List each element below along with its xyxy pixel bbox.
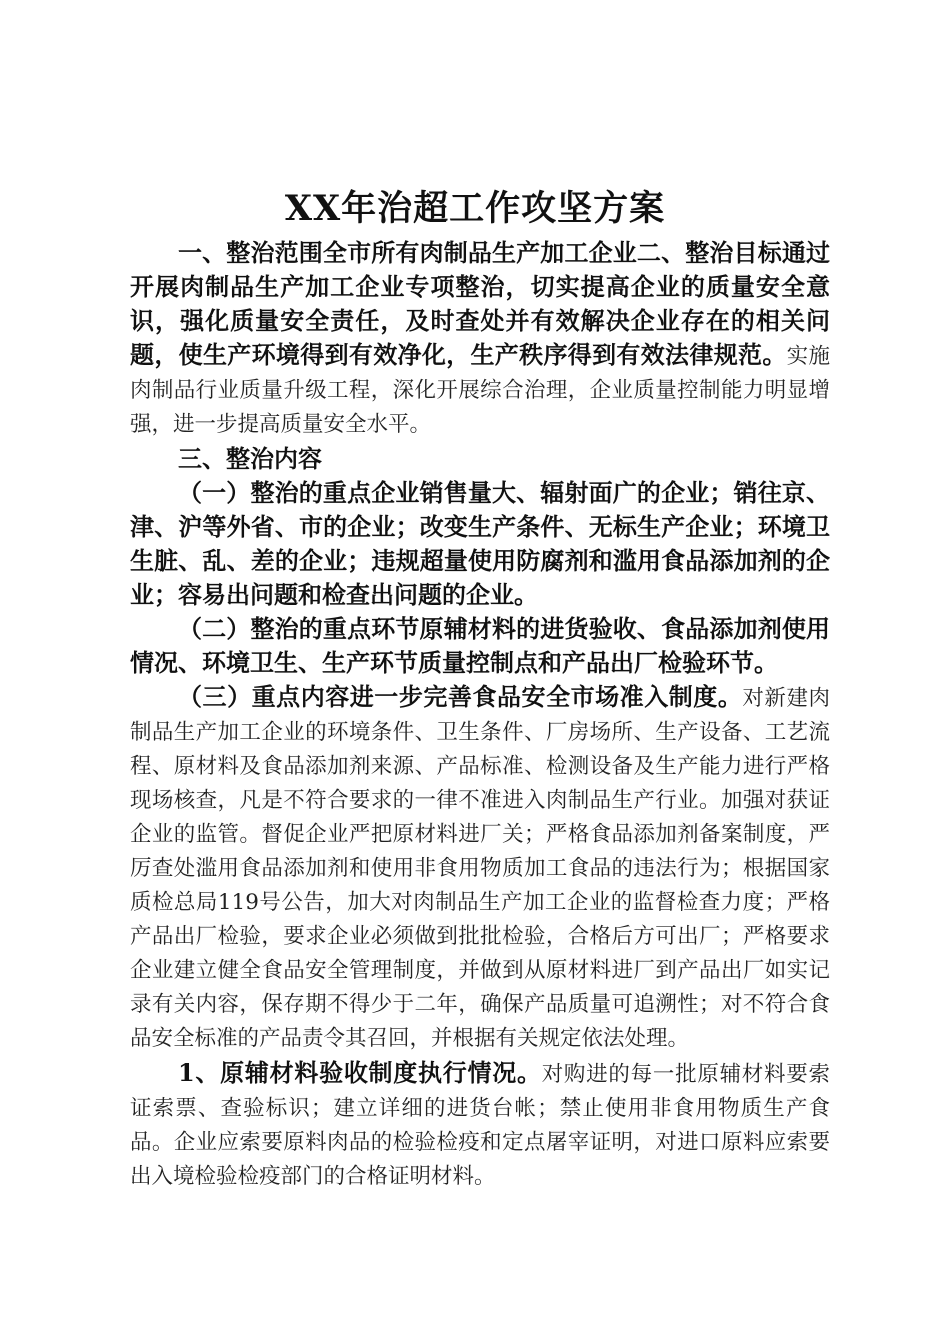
paragraph-1-bold-text: 一、整治范围全市所有肉制品生产加工企业二、整治目标通过开展肉制品生产加工企业专项整治，切实提高企业的质量安全意识，强化质量安全责任，及时查处并有效解决企业存在的相关问题，使生产环境得到有效净化，生产秩序得到有效法律规范。 (130, 238, 830, 369)
section-heading: 三、整治内容 (178, 444, 322, 473)
paragraph-2 (130, 442, 830, 476)
paragraph-5-bold-text: （三）重点内容进一步完善食品安全市场准入制度。 (178, 682, 743, 711)
document-title: XX年治超工作攻坚方案 (284, 188, 666, 229)
paragraph-5-light-text: 对新建肉制品生产加工企业的环境条件、卫生条件、厂房场所、生产设备、工艺流程、原材料及食品添加剂来源、产品标准、检测设备及生产能力进行严格现场核查，凡是不符合要求的一律不准进入肉制品生产行业。加强对获证企业的监管。督促企业严把原材料进厂关；严格食品添加剂备案制度，严厉查处滥用食品添加剂和使用非食用物质加工食品的违法行为；根据国家质检总局119号公告，加大对肉制品生产加工企业的监督检查力度；严格产品出厂检验，要求企业必须做到批批检验，合格后方可出厂；严格要求企业建立健全食品安全管理制度，并做到从原材料进厂到产品出厂如实记录有关内容，保存期不得少于二年，确保产品质量可追溯性；对不符合食品安全标准的产品责令其召回，并根据有关规定依法处理。 (130, 686, 830, 1051)
paragraph-6-bold-text: 1、原辅材料验收制度执行情况。 (178, 1058, 542, 1087)
paragraph-6 (130, 1056, 830, 1194)
paragraph-6-light-text: 对购进的每一批原辅材料要索证索票、查验标识；建立详细的进货台帐；禁止使用非食用物质生产食品。企业应索要原料肉品的检验检疫和定点屠宰证明，对进口原料应索要出入境检验检疫部门的合格证明材料。 (130, 1062, 830, 1189)
paragraph-1 (130, 236, 830, 442)
paragraph-1-light-text: 实施肉制品行业质量升级工程，深化开展综合治理，企业质量控制能力明显增强，进一步提高质量安全水平。 (130, 344, 830, 437)
paragraph-3-text: （一）整治的重点企业销售量大、辐射面广的企业；销往京、津、沪等外省、市的企业；改变生产条件、无标生产企业；环境卫生脏、乱、差的企业；违规超量使用防腐剂和滥用食品添加剂的企业；容易出问题和检查出问题的企业。 (130, 478, 830, 609)
paragraph-3 (130, 476, 830, 612)
paragraph-4-text: （二）整治的重点环节原辅材料的进货验收、食品添加剂使用情况、环境卫生、生产环节质量控制点和产品出厂检验环节。 (130, 614, 830, 677)
document-body (130, 236, 830, 1194)
paragraph-5 (130, 680, 830, 1056)
paragraph-4 (130, 612, 830, 680)
